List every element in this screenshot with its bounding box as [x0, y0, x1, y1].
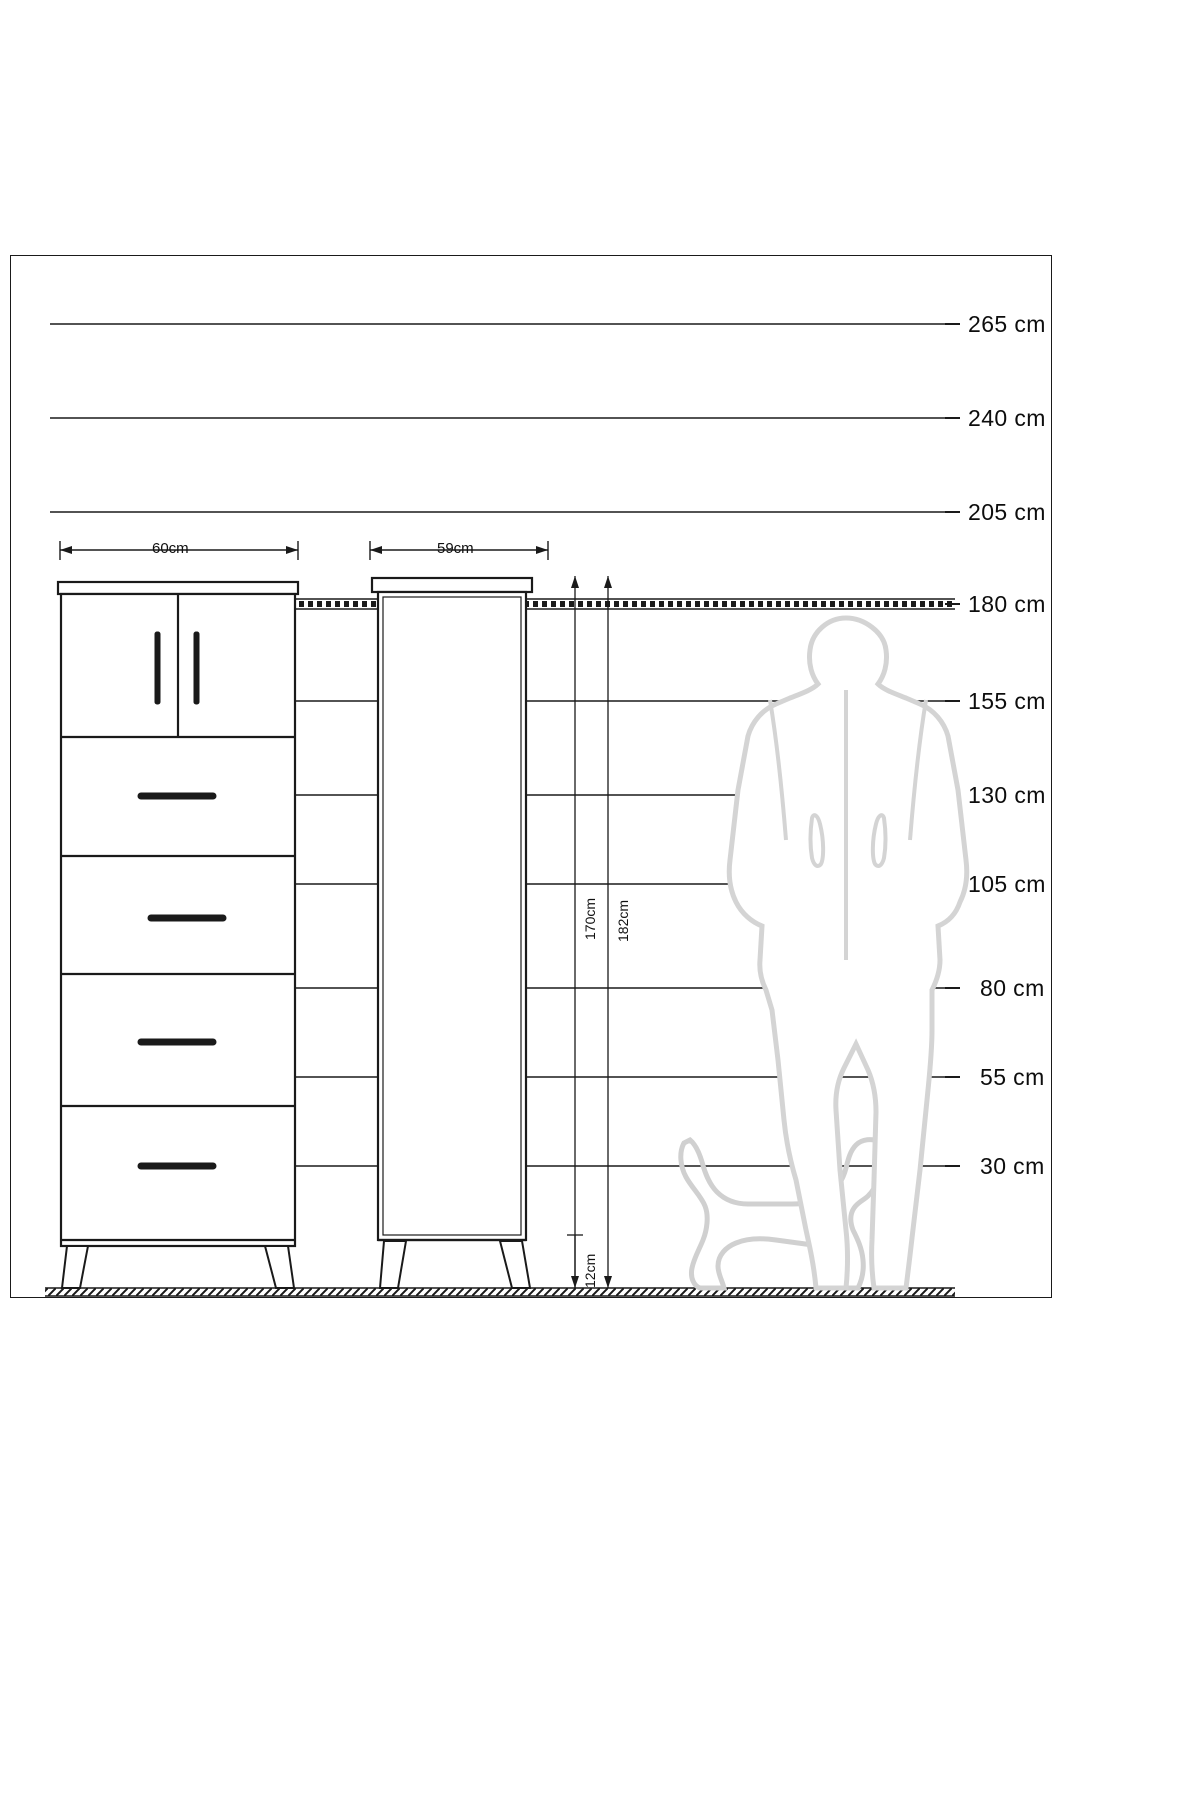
height-label-182: 182cm	[615, 899, 631, 942]
left-cabinet-legs	[62, 1246, 294, 1288]
right-cabinet-legs	[380, 1241, 530, 1288]
left-cabinet[interactable]	[58, 582, 298, 1246]
scale-label-155: 155 cm	[968, 688, 1046, 714]
right-cabinet[interactable]	[372, 578, 532, 1240]
width-label-60: 60cm	[152, 540, 189, 557]
scale-label-105: 105 cm	[968, 871, 1046, 897]
scale-label-180: 180 cm	[968, 591, 1046, 617]
scale-label-130: 130 cm	[968, 782, 1046, 808]
height-label-12: 12cm	[582, 1253, 598, 1288]
scale-label-80: 80 cm	[980, 975, 1045, 1001]
human-silhouette	[729, 618, 967, 1288]
scale-label-55: 55 cm	[980, 1064, 1045, 1090]
height-dimension-170	[571, 576, 579, 1288]
width-label-59: 59cm	[437, 540, 474, 557]
height-dimension-12	[567, 1235, 583, 1288]
height-label-170: 170cm	[582, 897, 598, 940]
scale-label-30: 30 cm	[980, 1153, 1045, 1179]
scale-label-240: 240 cm	[968, 405, 1046, 431]
scale-label-265: 265 cm	[968, 311, 1046, 337]
height-dimension-182	[604, 576, 612, 1288]
scale-label-205: 205 cm	[968, 499, 1046, 525]
